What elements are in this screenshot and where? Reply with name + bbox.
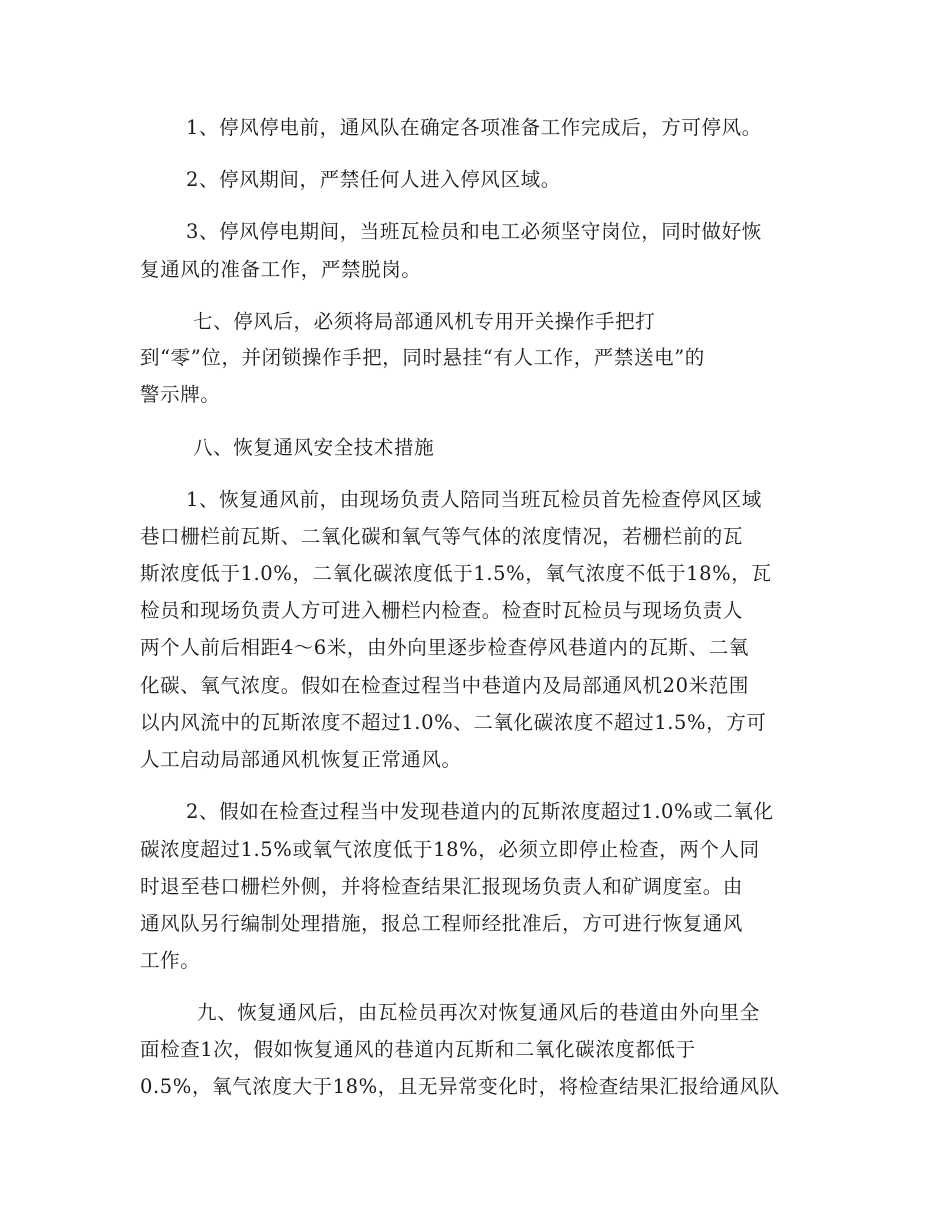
text-line: 警示牌。 xyxy=(140,383,221,406)
text-line: 1、恢复通风前，由现场负责人陪同当班瓦检员首先检查停风区域 xyxy=(186,488,762,511)
text-line: 2、停风期间，严禁任何人进入停风区域。 xyxy=(186,168,561,191)
text-line: 斯浓度低于1.0%，二氧化碳浓度低于1.5%，氧气浓度不低于18%，瓦 xyxy=(140,562,772,585)
text-line: 工作。 xyxy=(140,949,201,972)
text-line: 通风队另行编制处理措施，报总工程师经批准后，方可进行恢复通风 xyxy=(140,912,744,935)
text-line: 两个人前后相距4～6米，由外向里逐步检查停风巷道内的瓦斯、二氧 xyxy=(140,636,749,659)
text-line: 面检查1次，假如恢复通风的巷道内瓦斯和二氧化碳浓度都低于 xyxy=(140,1038,696,1061)
text-line: 2、假如在检查过程当中发现巷道内的瓦斯浓度超过1.0%或二氧化 xyxy=(186,800,774,823)
text-line: 七、停风后，必须将局部通风机专用开关操作手把打 xyxy=(193,310,656,333)
text-line: 时退至巷口栅栏外侧，并将检查结果汇报现场负责人和矿调度室。由 xyxy=(140,875,744,898)
text-line: 化碳、氧气浓度。假如在检查过程当中巷道内及局部通风机20米范围 xyxy=(140,674,749,697)
text-line: 九、恢复通风后，由瓦检员再次对恢复通风后的巷道由外向里全 xyxy=(197,1001,760,1024)
text-line: 0.5%，氧气浓度大于18%，且无异常变化时，将检查结果汇报给通风队 xyxy=(140,1075,780,1098)
text-line: 巷口栅栏前瓦斯、二氧化碳和氧气等气体的浓度情况，若栅栏前的瓦 xyxy=(140,525,744,548)
text-line: 人工启动局部通风机恢复正常通风。 xyxy=(140,748,462,771)
text-line: 1、停风停电前，通风队在确定各项准备工作完成后，方可停风。 xyxy=(186,116,762,139)
text-line: 碳浓度超过1.5%或氧气浓度低于18%，必须立即停止检查，两个人同 xyxy=(140,838,760,861)
text-line: 3、停风停电期间，当班瓦检员和电工必须坚守岗位，同时做好恢 xyxy=(186,220,762,243)
text-line: 复通风的准备工作，严禁脱岗。 xyxy=(140,258,422,281)
text-line: 以内风流中的瓦斯浓度不超过1.0%、二氧化碳浓度不超过1.5%，方可 xyxy=(140,711,767,734)
section-heading: 八、恢复通风安全技术措施 xyxy=(193,436,435,459)
text-line: 检员和现场负责人方可进入栅栏内检查。检查时瓦检员与现场负责人 xyxy=(140,599,744,622)
text-line: 到“零”位，并闭锁操作手把，同时悬挂“有人工作，严禁送电”的 xyxy=(140,346,705,369)
